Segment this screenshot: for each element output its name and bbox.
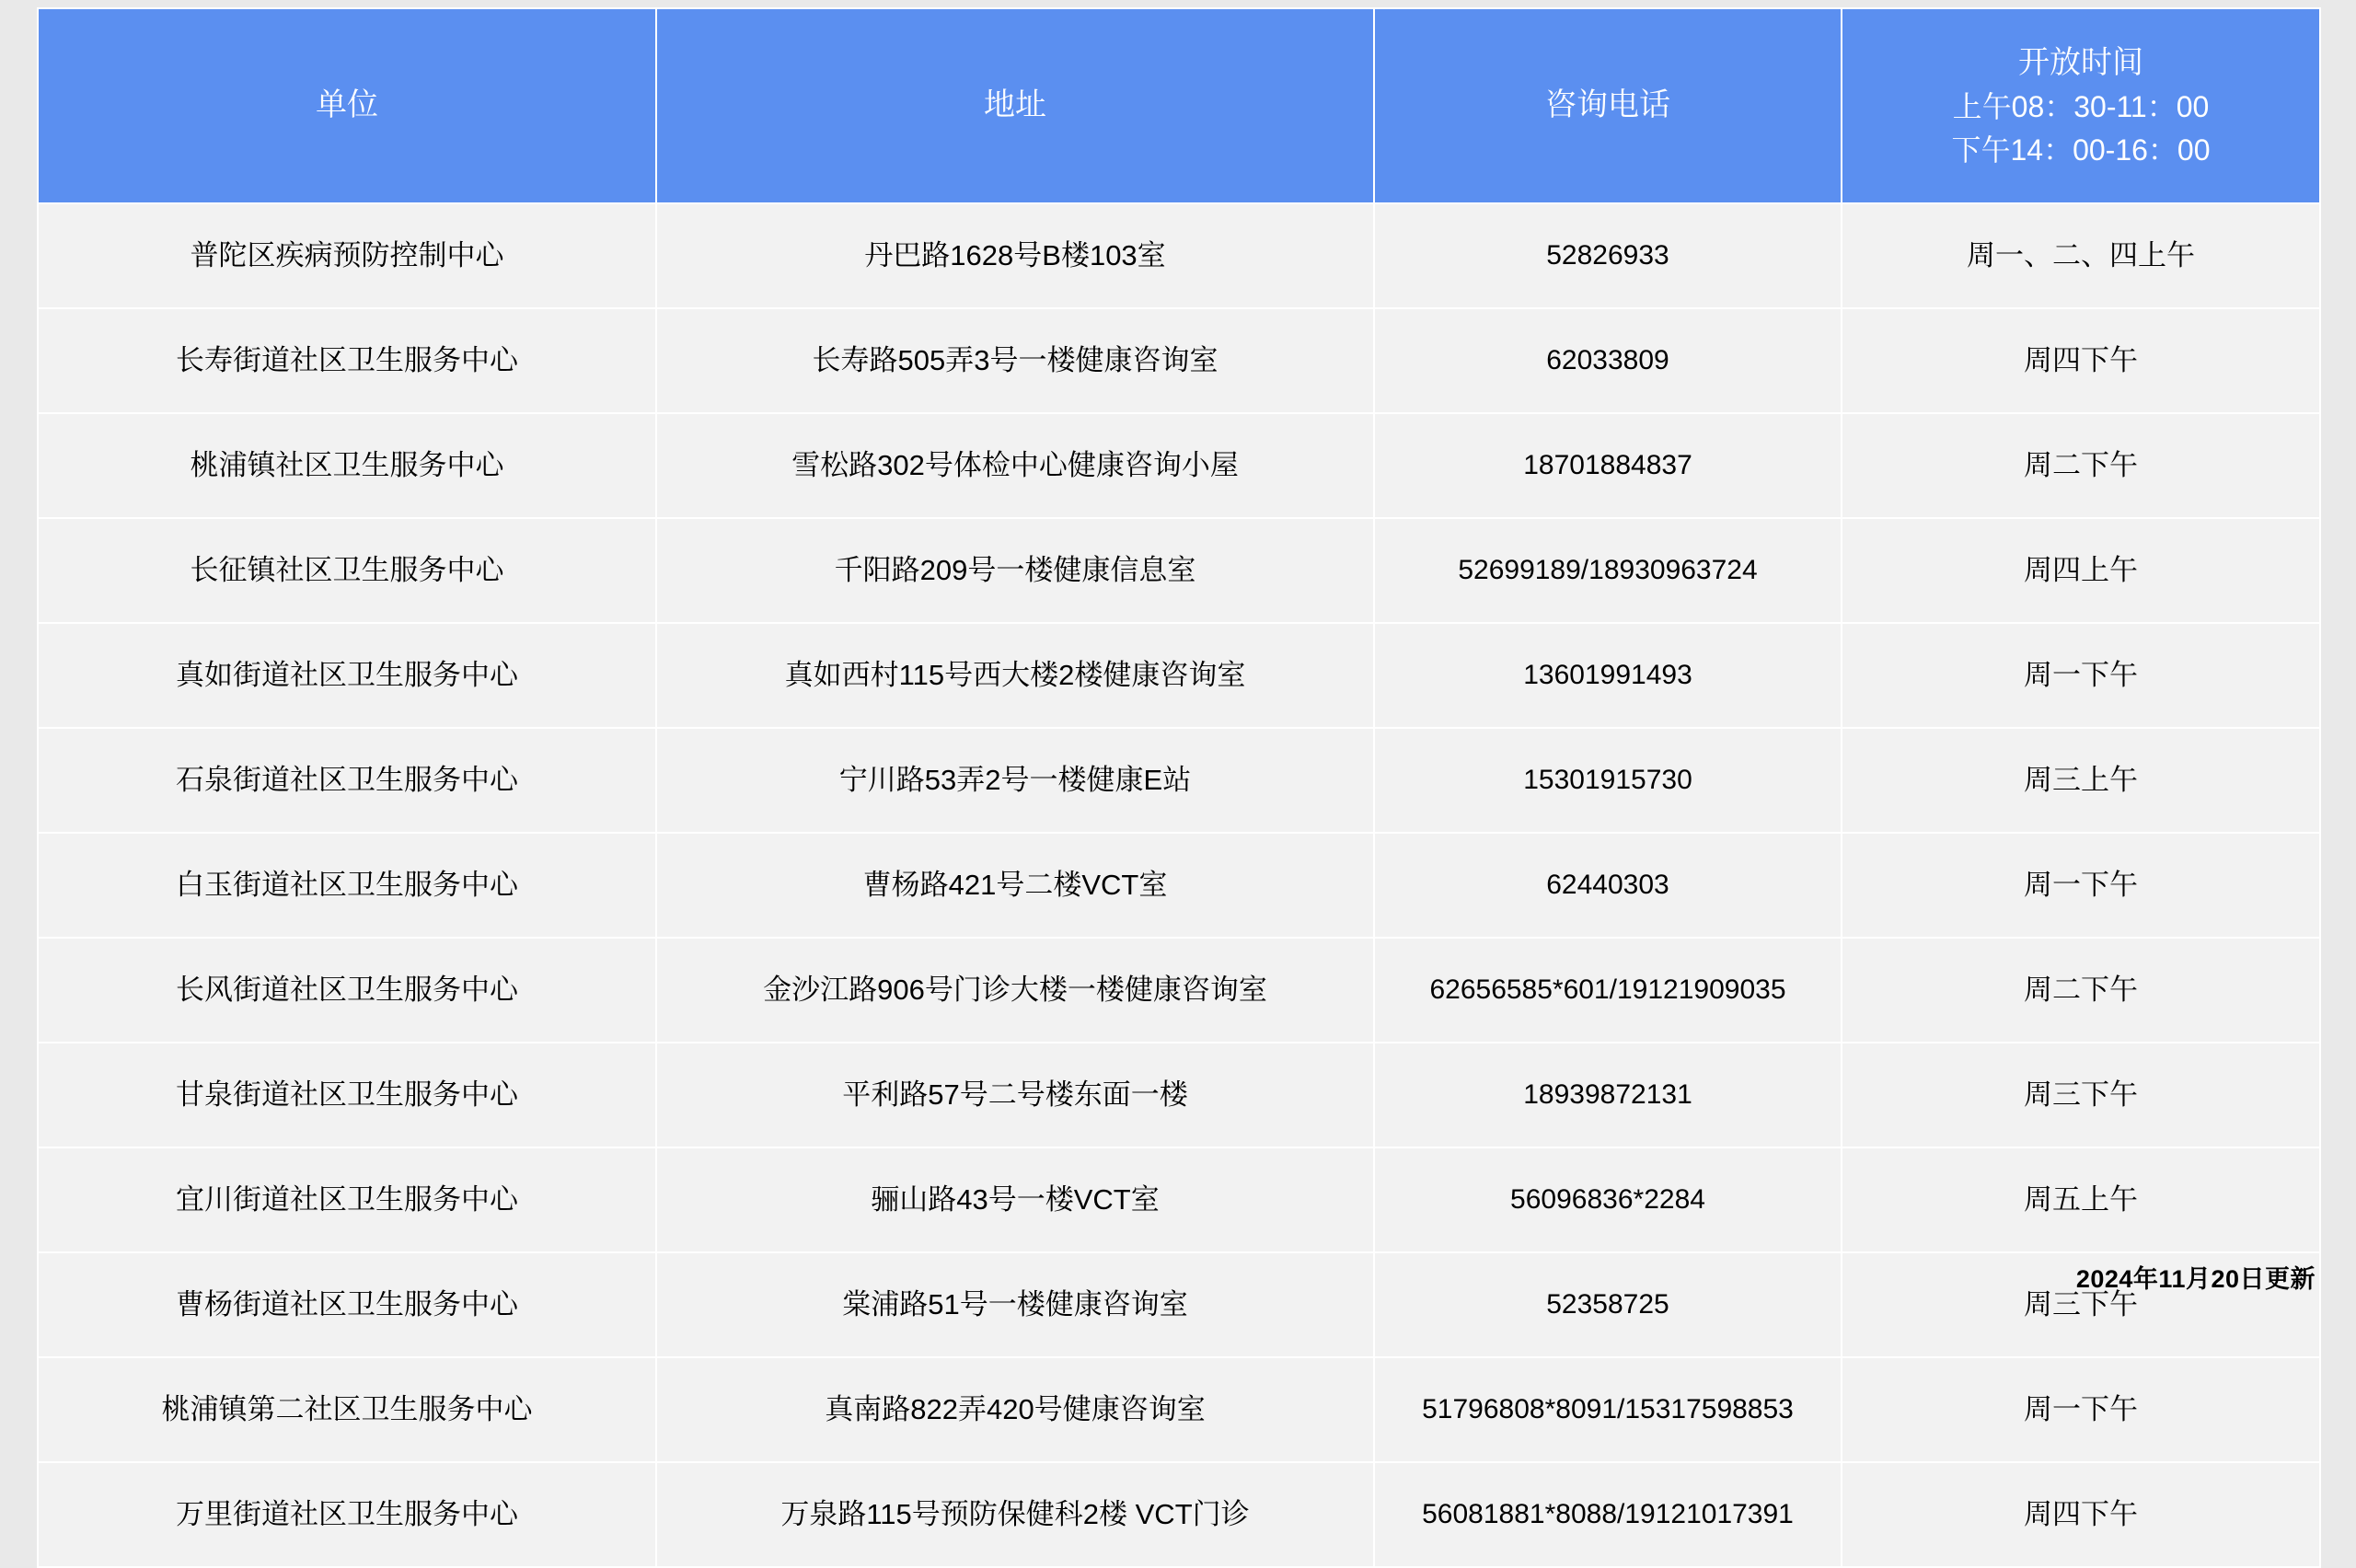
table-row [38, 623, 2320, 728]
open-time-afternoon: 下午14：00-16：00 [1951, 133, 2211, 167]
table-header-row [38, 8, 2320, 203]
cell-address: 平利路57号二号楼东面一楼 [656, 1043, 1374, 1147]
cell-unit: 普陀区疾病预防控制中心 [38, 203, 656, 308]
cell-open-time: 周一下午 [1842, 623, 2320, 728]
cell-open-time: 周三下午 [1842, 1043, 2320, 1147]
table-row [38, 728, 2320, 833]
cell-phone: 62440303 [1374, 833, 1842, 938]
table-row [38, 1043, 2320, 1147]
cell-phone: 51796808*8091/15317598853 [1374, 1357, 1842, 1462]
cell-open-time: 周二下午 [1842, 938, 2320, 1043]
cell-unit: 长寿街道社区卫生服务中心 [38, 308, 656, 413]
cell-unit: 桃浦镇社区卫生服务中心 [38, 413, 656, 518]
table-body [38, 203, 2320, 1567]
cell-address: 宁川路53弄2号一楼健康E站 [656, 728, 1374, 833]
table-row [38, 1462, 2320, 1567]
cell-phone: 56081881*8088/19121017391 [1374, 1462, 1842, 1567]
clinic-information-table [37, 7, 2321, 1568]
cell-unit: 万里街道社区卫生服务中心 [38, 1462, 656, 1567]
cell-phone: 62033809 [1374, 308, 1842, 413]
cell-phone: 56096836*2284 [1374, 1147, 1842, 1252]
table-row [38, 518, 2320, 623]
update-date-note: 2024年11月20日更新 [2075, 1265, 2316, 1293]
table-row [38, 203, 2320, 308]
cell-open-time: 周一下午 [1842, 1357, 2320, 1462]
column-header-open-time [1842, 8, 2320, 203]
cell-address: 雪松路302号体检中心健康咨询小屋 [656, 413, 1374, 518]
cell-address: 金沙江路906号门诊大楼一楼健康咨询室 [656, 938, 1374, 1043]
column-header-unit: 单位 [38, 8, 656, 203]
cell-open-time: 周四下午 [1842, 308, 2320, 413]
open-time-title: 开放时间 [2018, 44, 2143, 80]
cell-address: 千阳路209号一楼健康信息室 [656, 518, 1374, 623]
table-row [38, 833, 2320, 938]
cell-address: 万泉路115号预防保健科2楼 VCT门诊 [656, 1462, 1374, 1567]
clinic-table-container [37, 7, 2319, 1568]
cell-unit: 甘泉街道社区卫生服务中心 [38, 1043, 656, 1147]
cell-open-time: 周五上午 [1842, 1147, 2320, 1252]
cell-phone: 15301915730 [1374, 728, 1842, 833]
cell-address: 曹杨路421号二楼VCT室 [656, 833, 1374, 938]
open-time-morning: 上午08：30-11：00 [1952, 90, 2210, 124]
column-header-phone: 咨询电话 [1374, 8, 1842, 203]
table-row [38, 1357, 2320, 1462]
cell-address: 棠浦路51号一楼健康咨询室 [656, 1252, 1374, 1357]
table-row [38, 1147, 2320, 1252]
cell-phone: 18701884837 [1374, 413, 1842, 518]
cell-unit: 真如街道社区卫生服务中心 [38, 623, 656, 728]
cell-open-time: 周二下午 [1842, 413, 2320, 518]
cell-phone: 13601991493 [1374, 623, 1842, 728]
cell-open-time: 周四上午 [1842, 518, 2320, 623]
cell-unit: 曹杨街道社区卫生服务中心 [38, 1252, 656, 1357]
cell-open-time: 周三上午 [1842, 728, 2320, 833]
cell-open-time: 周一下午 [1842, 833, 2320, 938]
table-row [38, 308, 2320, 413]
cell-phone: 62656585*601/19121909035 [1374, 938, 1842, 1043]
cell-unit: 石泉街道社区卫生服务中心 [38, 728, 656, 833]
cell-address: 长寿路505弄3号一楼健康咨询室 [656, 308, 1374, 413]
cell-phone: 52358725 [1374, 1252, 1842, 1357]
cell-address: 真南路822弄420号健康咨询室 [656, 1357, 1374, 1462]
table-row [38, 1252, 2320, 1357]
cell-open-time: 周三下午 [1842, 1252, 2320, 1357]
table-row [38, 938, 2320, 1043]
cell-address: 骊山路43号一楼VCT室 [656, 1147, 1374, 1252]
cell-unit: 白玉街道社区卫生服务中心 [38, 833, 656, 938]
cell-open-time: 周四下午 [1842, 1462, 2320, 1567]
cell-phone: 52699189/18930963724 [1374, 518, 1842, 623]
cell-unit: 长风街道社区卫生服务中心 [38, 938, 656, 1043]
cell-unit: 长征镇社区卫生服务中心 [38, 518, 656, 623]
cell-open-time: 周一、二、四上午 [1842, 203, 2320, 308]
cell-address: 丹巴路1628号B楼103室 [656, 203, 1374, 308]
cell-phone: 18939872131 [1374, 1043, 1842, 1147]
cell-address: 真如西村115号西大楼2楼健康咨询室 [656, 623, 1374, 728]
cell-unit: 宜川街道社区卫生服务中心 [38, 1147, 656, 1252]
column-header-address: 地址 [656, 8, 1374, 203]
cell-phone: 52826933 [1374, 203, 1842, 308]
table-header [38, 8, 2320, 203]
cell-unit: 桃浦镇第二社区卫生服务中心 [38, 1357, 656, 1462]
table-row [38, 413, 2320, 518]
